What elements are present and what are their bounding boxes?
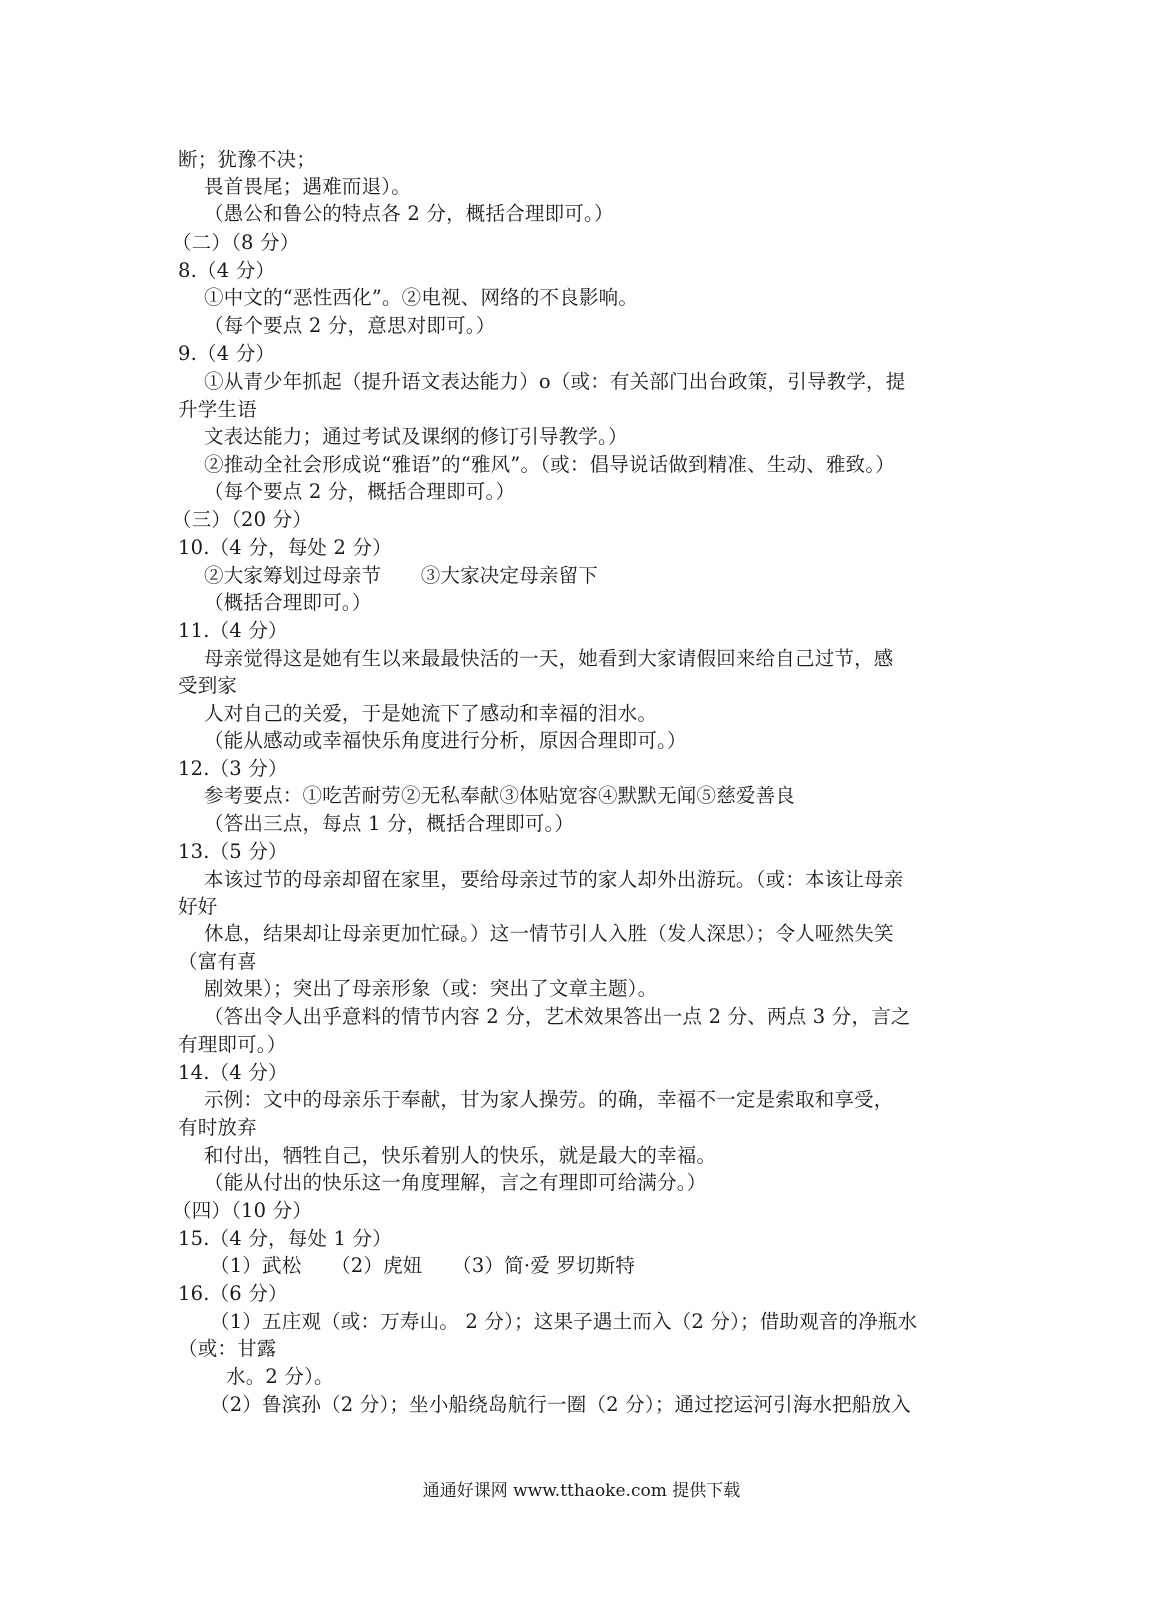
text-line: 断；犹豫不决；	[178, 148, 316, 171]
text-line: 剧效果）；突出了母亲形象（或：突出了文章主题）。	[204, 977, 658, 1000]
text-line: （每个要点 2 分，意思对即可。）	[204, 314, 496, 337]
text-line: 好好	[178, 895, 218, 918]
question-heading: 15.（4 分，每处 1 分）	[178, 1227, 392, 1250]
text-line: （2）鲁滨孙（2 分）；坐小船绕岛航行一圈（2 分）；通过挖运河引海水把船放入	[210, 1393, 911, 1416]
text-line: （能从付出的快乐这一角度理解，言之有理即可给满分。）	[204, 1171, 707, 1194]
text-line: 和付出，牺牲自己，快乐着别人的快乐，就是最大的幸福。	[204, 1144, 717, 1167]
text-line: 有理即可。）	[178, 1033, 287, 1056]
text-line: （1）武松 （2）虎妞 （3）简·爱 罗切斯特	[210, 1254, 636, 1277]
text-line: 人对自己的关爱，于是她流下了感动和幸福的泪水。	[204, 702, 658, 725]
text-line: （能从感动或幸福快乐角度进行分析，原因合理即可。）	[204, 729, 687, 752]
question-heading: 12.（3 分）	[178, 757, 288, 780]
text-line: 文表达能力；通过考试及课纲的修订引导教学。）	[204, 425, 628, 448]
text-line: 受到家	[178, 674, 238, 697]
text-line: 休息，结果却让母亲更加忙碌。）这一情节引人入胜（发人深思）；令人哑然失笑	[204, 922, 894, 945]
text-line: （答出三点，每点 1 分，概括合理即可。）	[204, 812, 575, 835]
text-line: （答出令人出乎意料的情节内容 2 分，艺术效果答出一点 2 分、两点 3 分，言之	[204, 1005, 911, 1028]
text-line: 本该过节的母亲却留在家里，要给母亲过节的家人却外出游玩。（或：本该让母亲	[204, 868, 904, 891]
section-heading: （四）（10 分）	[172, 1199, 313, 1222]
text-line: ②大家筹划过母亲节 ③大家决定母亲留下	[204, 564, 599, 587]
text-line: 参考要点：①吃苦耐劳②无私奉献③体贴宽容④默默无闻⑤慈爱善良	[204, 784, 796, 807]
question-heading: 11.（4 分）	[178, 619, 288, 642]
text-line: （或：甘露	[178, 1337, 277, 1360]
question-heading: 13.（5 分）	[178, 840, 288, 863]
text-line: 示例：文中的母亲乐于奉献，甘为家人操劳。的确，幸福不一定是索取和享受，	[204, 1088, 894, 1111]
text-line: （概括合理即可。）	[204, 591, 372, 614]
text-line: ①中文的“恶性西化”。②电视、网络的不良影响。	[204, 286, 639, 309]
question-heading: 9.（4 分）	[178, 342, 276, 365]
text-line: （富有喜	[178, 950, 257, 973]
text-line: 畏首畏尾；遇难而退）。	[204, 175, 411, 198]
text-line: （每个要点 2 分，概括合理即可。）	[204, 480, 516, 503]
text-line: 有时放弃	[178, 1116, 257, 1139]
question-heading: 16.（6 分）	[178, 1282, 288, 1305]
text-line: ①从青少年抓起（提升语文表达能力）o（或：有关部门出台政策，引导教学，提	[204, 370, 906, 393]
page-footer: 通通好课网 www.tthaoke.com 提供下载	[422, 1481, 741, 1501]
text-line: ②推动全社会形成说“雅语”的“雅风”。（或：倡导说话做到精准、生动、雅致。）	[204, 453, 895, 476]
text-line: 母亲觉得这是她有生以来最最快活的一天，她看到大家请假回来给自己过节，感	[204, 647, 894, 670]
question-heading: 10.（4 分，每处 2 分）	[178, 536, 392, 559]
question-heading: 14.（4 分）	[178, 1061, 288, 1084]
text-line: （愚公和鲁公的特点各 2 分，概括合理即可。）	[204, 202, 614, 225]
section-heading: （三）（20 分）	[172, 508, 313, 531]
text-line: （1）五庄观（或：万寿山。 2 分）；这果子遇土而入（2 分）；借助观音的净瓶水	[210, 1310, 918, 1333]
question-heading: 8.（4 分）	[178, 259, 276, 282]
text-line: 水。2 分）。	[226, 1365, 334, 1388]
section-heading: （二）（8 分）	[172, 231, 300, 254]
text-line: 升学生语	[178, 398, 257, 421]
